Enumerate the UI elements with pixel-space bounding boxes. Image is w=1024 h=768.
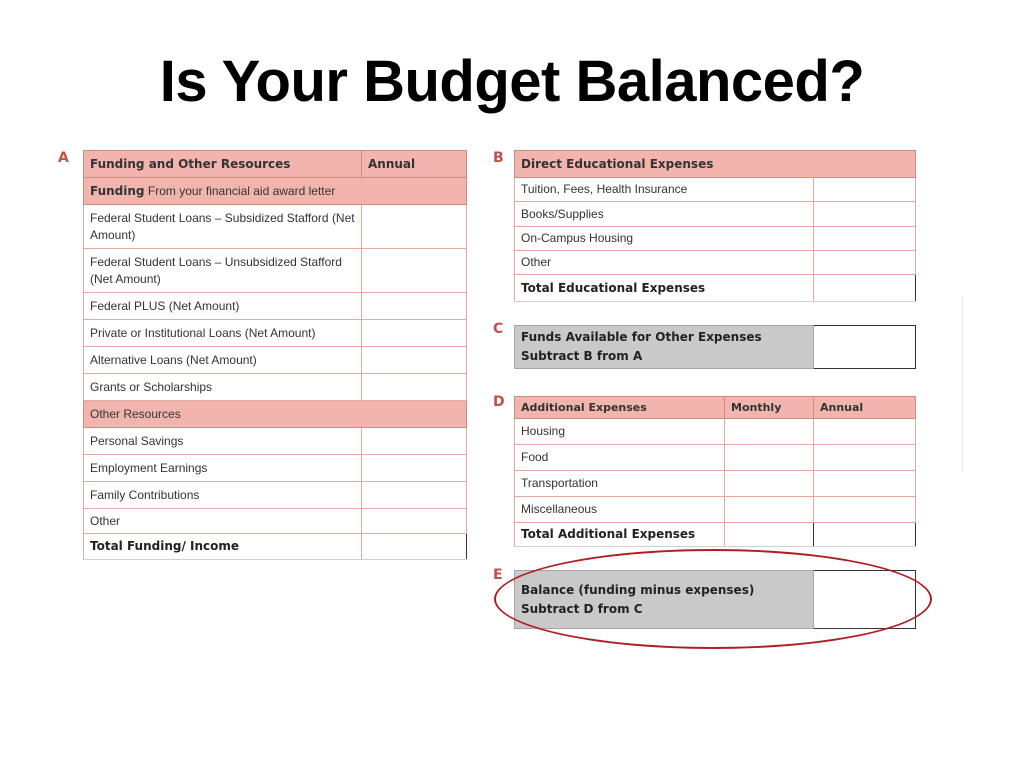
additional-item-annual-input[interactable]: [814, 497, 916, 523]
total-funding-row: [84, 534, 467, 560]
funding-subheader-bold: Funding: [90, 183, 145, 198]
additional-header-row: [515, 397, 916, 419]
funding-item-label: Grants or Scholarships: [84, 374, 362, 401]
funding-item-annual-input[interactable]: [362, 320, 467, 347]
funding-item-label: Federal Student Loans – Unsubsidized Stafford (Net Amount): [84, 249, 362, 293]
table-row: [84, 320, 467, 347]
divider-line: [962, 296, 963, 472]
other-item-label: Employment Earnings: [84, 455, 362, 482]
funds-available-row: [515, 326, 916, 369]
funding-header-annual: Annual: [362, 151, 467, 178]
table-row: [84, 428, 467, 455]
funding-item-annual-input[interactable]: [362, 293, 467, 320]
additional-item-monthly-input[interactable]: [725, 471, 814, 497]
table-row: [84, 455, 467, 482]
educational-header: Direct Educational Expenses: [515, 151, 916, 178]
section-c-letter: C: [493, 321, 504, 337]
table-row: [84, 293, 467, 320]
funding-item-label: Alternative Loans (Net Amount): [84, 347, 362, 374]
table-row: [84, 374, 467, 401]
educational-item-input[interactable]: [814, 178, 916, 202]
balance-line1: Balance (funding minus expenses): [521, 582, 755, 597]
other-item-annual-input[interactable]: [362, 509, 467, 534]
educational-item-label: Other: [515, 251, 814, 275]
table-row: [515, 178, 916, 202]
table-row: [84, 249, 467, 293]
other-item-annual-input[interactable]: [362, 455, 467, 482]
additional-item-monthly-input[interactable]: [725, 419, 814, 445]
total-additional-annual-input[interactable]: [814, 523, 916, 547]
section-e-letter: E: [493, 567, 503, 583]
educational-expenses-table: [514, 150, 916, 302]
funding-item-annual-input[interactable]: [362, 374, 467, 401]
table-row: [515, 471, 916, 497]
total-educational-label: Total Educational Expenses: [515, 275, 814, 302]
additional-header-monthly: Monthly: [725, 397, 814, 419]
table-row: [515, 251, 916, 275]
funding-item-annual-input[interactable]: [362, 347, 467, 374]
total-additional-monthly-input[interactable]: [725, 523, 814, 547]
funding-item-label: Federal Student Loans – Subsidized Stafford (Net Amount): [84, 205, 362, 249]
funds-available-input[interactable]: [814, 326, 916, 369]
slide-title: Is Your Budget Balanced?: [159, 49, 865, 114]
funds-available-label: [515, 326, 814, 369]
other-item-label: Other: [84, 509, 362, 534]
additional-item-label: Housing: [515, 419, 725, 445]
table-row: [84, 509, 467, 534]
additional-item-label: Food: [515, 445, 725, 471]
educational-item-input[interactable]: [814, 251, 916, 275]
table-row: [515, 497, 916, 523]
funding-header-label: Funding and Other Resources: [84, 151, 362, 178]
funding-subheader: [84, 178, 467, 205]
additional-item-label: Transportation: [515, 471, 725, 497]
total-additional-row: [515, 523, 916, 547]
other-resources-subheader-row: [84, 401, 467, 428]
funds-available-line1: Funds Available for Other Expenses: [521, 330, 762, 344]
educational-item-label: Tuition, Fees, Health Insurance: [515, 178, 814, 202]
total-funding-input[interactable]: [362, 534, 467, 560]
table-row: [84, 205, 467, 249]
funding-item-annual-input[interactable]: [362, 205, 467, 249]
funding-item-label: Private or Institutional Loans (Net Amount): [84, 320, 362, 347]
funding-header-row: [84, 151, 467, 178]
funding-subheader-note: From your financial aid award letter: [147, 183, 336, 198]
other-resources-subheader: Other Resources: [84, 401, 467, 428]
educational-item-input[interactable]: [814, 202, 916, 227]
table-row: [84, 482, 467, 509]
total-educational-row: [515, 275, 916, 302]
total-educational-input[interactable]: [814, 275, 916, 302]
section-a-letter: A: [58, 150, 69, 166]
section-d-letter: D: [493, 394, 505, 410]
section-b-letter: B: [493, 150, 504, 166]
other-item-label: Personal Savings: [84, 428, 362, 455]
funding-item-annual-input[interactable]: [362, 249, 467, 293]
additional-header-annual: Annual: [814, 397, 916, 419]
additional-item-label: Miscellaneous: [515, 497, 725, 523]
total-additional-label: Total Additional Expenses: [515, 523, 725, 547]
educational-header-row: [515, 151, 916, 178]
funding-item-label: Federal PLUS (Net Amount): [84, 293, 362, 320]
additional-expenses-table: [514, 396, 916, 547]
funds-available-table: [514, 325, 916, 369]
additional-item-annual-input[interactable]: [814, 445, 916, 471]
other-item-label: Family Contributions: [84, 482, 362, 509]
table-row: [515, 202, 916, 227]
balance-line2: Subtract D from C: [521, 601, 643, 616]
funds-available-line2: Subtract B from A: [521, 349, 643, 363]
additional-item-annual-input[interactable]: [814, 471, 916, 497]
additional-item-monthly-input[interactable]: [725, 497, 814, 523]
table-row: [515, 445, 916, 471]
educational-item-input[interactable]: [814, 227, 916, 251]
highlight-ellipse: [494, 549, 932, 649]
table-row: [515, 419, 916, 445]
additional-header-label: Additional Expenses: [515, 397, 725, 419]
other-item-annual-input[interactable]: [362, 482, 467, 509]
funding-subheader-row: [84, 178, 467, 205]
funding-resources-table: [83, 150, 467, 560]
table-row: [515, 227, 916, 251]
additional-item-annual-input[interactable]: [814, 419, 916, 445]
table-row: [84, 347, 467, 374]
educational-item-label: Books/Supplies: [515, 202, 814, 227]
total-funding-label: Total Funding/ Income: [84, 534, 362, 560]
educational-item-label: On-Campus Housing: [515, 227, 814, 251]
additional-item-monthly-input[interactable]: [725, 445, 814, 471]
other-item-annual-input[interactable]: [362, 428, 467, 455]
